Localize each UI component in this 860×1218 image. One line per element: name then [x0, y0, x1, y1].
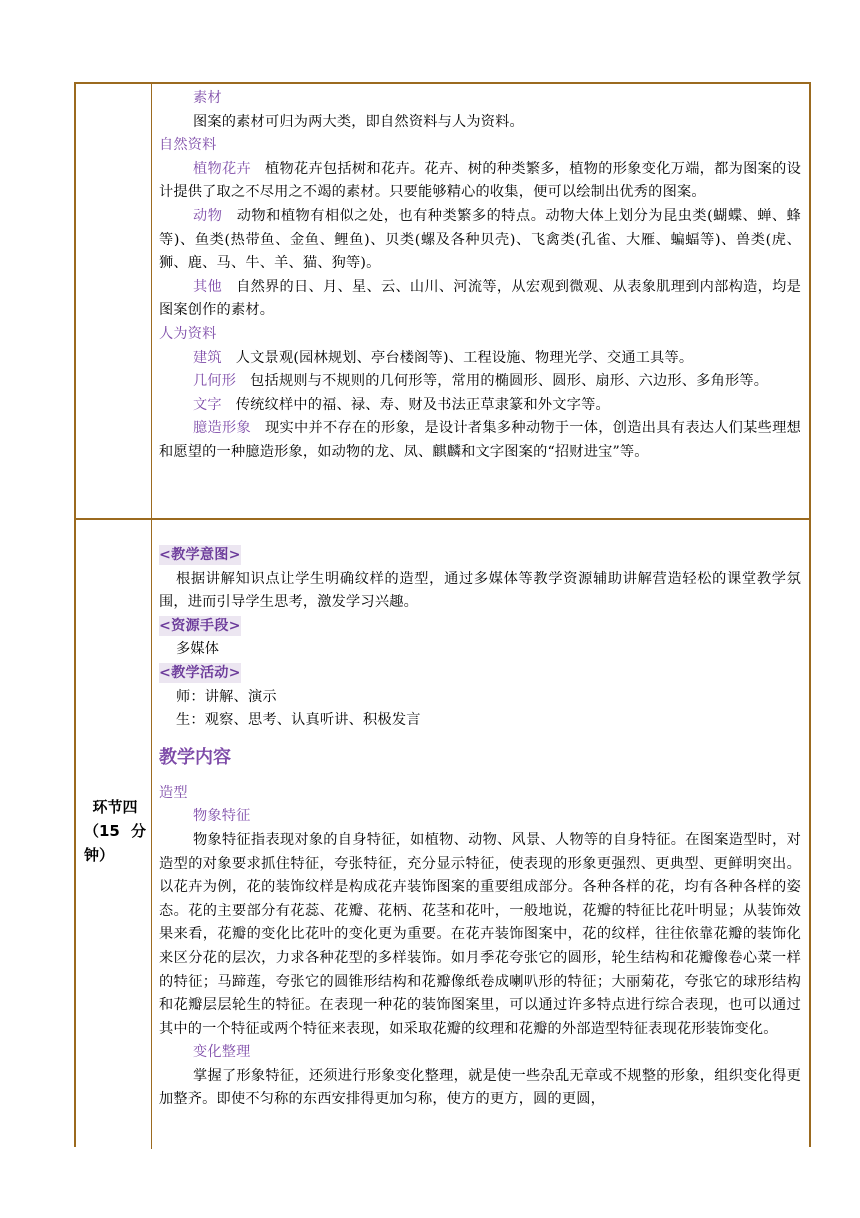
text-paragraph — [159, 394, 801, 418]
stage-content-cell — [152, 520, 809, 1149]
geometry-paragraph — [159, 370, 801, 394]
stage-cell-empty — [76, 84, 152, 518]
activity-tag-line — [159, 662, 801, 686]
heading-sucai: 素材 — [193, 90, 222, 106]
intent-text: 根据讲解知识点让学生明确纹样的造型，通过多媒体等教学资源辅助讲解营造轻松的课堂教学氛围，进而引导学生思考，激发学习兴趣。 — [159, 570, 801, 611]
materials-cell — [152, 84, 809, 518]
others-term: 其他 — [193, 278, 222, 295]
building-paragraph — [159, 347, 801, 371]
text-text: 传统纹样中的福、禄、寿、财及书法正草隶篆和外文字等。 — [235, 396, 610, 413]
plants-paragraph — [159, 158, 801, 205]
plants-term: 植物花卉 — [193, 160, 251, 177]
resource-text: 多媒体 — [176, 641, 220, 658]
imagined-paragraph — [159, 417, 801, 464]
stage-label — [84, 795, 146, 867]
intent-tag: <教学意图> — [159, 547, 241, 563]
others-paragraph — [159, 276, 801, 323]
feature-heading: 物象特征 — [193, 808, 251, 825]
change-text: 掌握了形象特征，还须进行形象变化整理，就是使一些杂乱无章或不规整的形象，组织变化得更加整齐。即使不匀称的东西安排得更加匀称，使方的更方，圆的更圆， — [159, 1067, 801, 1108]
building-term: 建筑 — [193, 349, 222, 366]
text-term: 文字 — [193, 396, 222, 413]
change-heading: 变化整理 — [193, 1044, 251, 1061]
resource-tag: <资源手段> — [159, 617, 241, 634]
content-heading: 教学内容 — [159, 746, 231, 768]
imagined-text: 现实中并不存在的形象，是设计者集多种动物于一体，创造出具有表达人们某些理想和愿望的一种臆造形象，如动物的龙、凤、麒麟和文字图案的“招财进宝”等。 — [159, 420, 801, 460]
intent-tag-line — [159, 544, 801, 568]
table-row-stage-four — [76, 520, 809, 1149]
plants-text: 植物花卉包括树和花卉。花卉、树的种类繁多，植物的形象变化万端，都为图案的设计提供了取之不尽用之不竭的素材。只要能够精心的收集，便可以绘制出优秀的图案。 — [159, 160, 801, 201]
stage-name: 环节四 — [92, 798, 138, 816]
others-text: 自然界的日、月、星、云、山川、河流等，从宏观到微观、从表象肌理到内部构造，均是图案创作的素材。 — [159, 278, 801, 319]
heading-natural: 自然资料 — [159, 137, 217, 154]
stage-duration-end: 钟） — [84, 846, 115, 864]
building-text: 人文景观(园林规划、亭台楼阁等)、工程设施、物理光学、交通工具等。 — [235, 349, 694, 366]
stage-cell — [76, 520, 152, 1149]
geometry-term: 几何形 — [193, 373, 237, 390]
stage-duration-unit: 分 — [130, 822, 146, 840]
animals-term: 动物 — [193, 207, 223, 224]
teacher-activity: 师：讲解、演示 — [176, 688, 277, 705]
stage-duration-number: （15 — [84, 822, 120, 840]
animals-paragraph — [159, 205, 801, 276]
activity-tag: <教学活动> — [159, 664, 241, 681]
materials-intro: 图案的素材可归为两大类，即自然资料与人为资料。 — [193, 113, 524, 130]
geometry-text: 包括规则与不规则的几何形等，常用的椭圆形、圆形、扇形、六边形、多角形等。 — [250, 373, 769, 390]
imagined-term: 臆造形象 — [193, 420, 251, 437]
lesson-table — [74, 82, 811, 1147]
heading-human: 人为资料 — [159, 325, 217, 342]
animals-text: 动物和植物有相似之处，也有种类繁多的特点。动物大体上划分为昆虫类(蝴蝶、蝉、蜂等)、鱼类(热带鱼、金鱼、鲤鱼)、贝类(螺及各种贝壳)、飞禽类(孔雀、大雁、蝙蝠等)、兽类(虎、狮、鹿、马、牛、羊、猫、狗等)。 — [159, 207, 801, 272]
feature-text: 物象特征指表现对象的自身特征，如植物、动物、风景、人物等的自身特征。在图案造型时，对造型的对象要求抓住特征，夸张特征，充分显示特征，使表现的形象更强烈、更典型、更鲜明突出。以花卉为例，花的装饰纹样是构成花卉装饰图案的重要组成部分。各种各样的花，均有各种各样的姿态。花的主要部分有花蕊、花瓣、花柄、花茎和花叶，一般地说，花瓣的特征比花叶明显；从装饰效果来看，花瓣的变化比花叶的变化更为重要。在花卉装饰图案中，花的纹样，往往依靠花瓣的装饰化来区分花的层次，力求各种花型的多样装饰。如月季花夸张它的圆形，轮生结构和花瓣像卷心菜一样的特征；马蹄莲，夸张它的圆锥形结构和花瓣像纸卷成喇叭形的特征；大丽菊花，夸张它的球形结构和花瓣层层轮生的特征。在表现一种花的装饰图案里，可以通过许多特点进行综合表现，也可以通过其中的一个特征或两个特征来表现，如采取花瓣的纹理和花瓣的外部造型特征表现花形装饰变化。 — [159, 831, 801, 1037]
student-activity: 生：观察、思考、认真听讲、积极发言 — [176, 712, 421, 729]
stage-duration — [84, 819, 146, 843]
shape-heading: 造型 — [159, 784, 188, 801]
resource-tag-line — [159, 615, 801, 639]
table-row-materials — [76, 84, 809, 520]
